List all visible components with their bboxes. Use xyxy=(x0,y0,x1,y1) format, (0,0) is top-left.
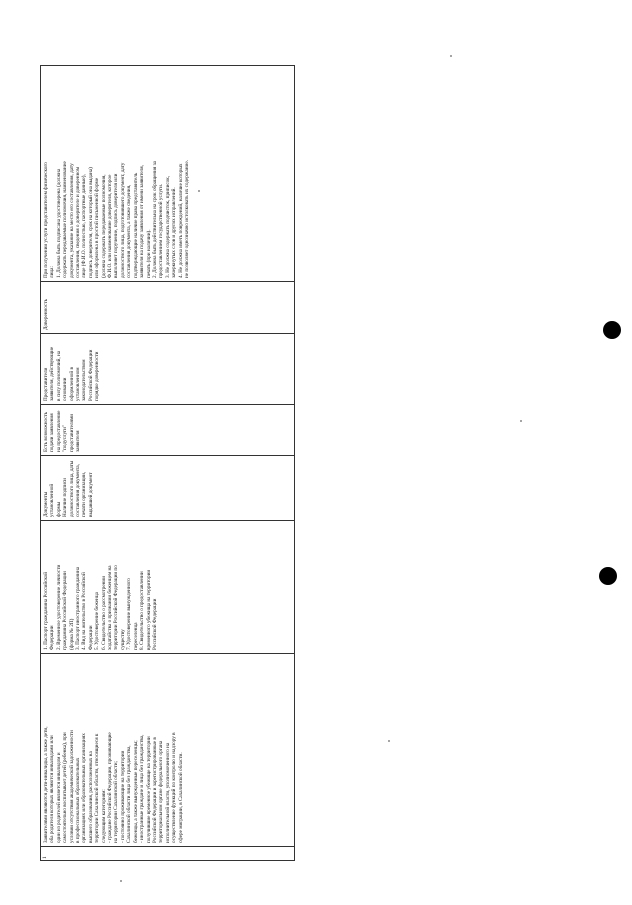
applicants-line: Российской Федерации и зарегистрированные в xyxy=(151,737,158,843)
representative-possibility-line: "подуслуги" xyxy=(62,424,69,452)
authority-requirements-line: содержать передаваемые полномочия, наименование xyxy=(62,161,69,278)
applicants-line: - граждане Российской Федерации, проживающие xyxy=(107,732,114,843)
representatives-line: оформленной в xyxy=(68,367,75,401)
applicants-line: высшего образования, расположенных на xyxy=(87,751,94,843)
authority-requirements-line: подпись доверителя, срок на который она выдана) xyxy=(87,167,94,278)
applicants-line: беженцы, а также вынужденные переселенцы; xyxy=(132,740,139,843)
representatives-line: законодательством xyxy=(81,359,88,401)
representative-possibility-cell xyxy=(41,405,295,456)
applicants-line: организациях или образовательных организациях xyxy=(81,733,88,843)
authority-requirements-line: печать (при наличии). xyxy=(145,229,152,278)
authority-requirements-line: заявителя на подачу заявления от имени заявителя, xyxy=(139,165,146,278)
binder-hole-bottom xyxy=(599,567,617,585)
documents-line: гражданина Российской Федерации xyxy=(62,571,69,650)
scan-speck xyxy=(520,420,522,422)
scan-speck xyxy=(198,190,200,192)
applicants-line: осуществление функций по контролю и надзору в xyxy=(171,732,178,843)
documents-line: Федерации xyxy=(87,625,94,650)
applicants-line: получившие временное убежище на территории xyxy=(145,736,152,843)
documents-line: временного убежища на территории xyxy=(145,569,152,650)
representatives-line: основании xyxy=(62,377,69,401)
documents-line: 4. Вид на жительство в Российской xyxy=(81,572,88,650)
authority-document-cell xyxy=(41,282,295,334)
requirements-table xyxy=(40,65,295,861)
applicants-line: условии отсутствия академической задолженности xyxy=(68,730,75,843)
authority-requirements-line: При получении услуги представителем физического xyxy=(43,162,49,278)
scan-speck xyxy=(120,880,122,882)
authority-requirements-cell xyxy=(41,66,295,282)
scan-speck xyxy=(450,55,452,57)
requirements-line: Наличие подписи xyxy=(62,478,69,517)
requirements-line: Документы установленной xyxy=(43,483,56,517)
applicants-line: территориальном органе федерального органа xyxy=(158,740,165,843)
representatives-line: заявителя, действующие xyxy=(49,346,56,401)
documents-line: 2. Временное удостоверение личности xyxy=(55,564,62,650)
authority-requirements-line: выполняет поручение, подпись доверителя или xyxy=(113,173,120,278)
applicants-line: в профессиональных образовательных xyxy=(75,757,82,843)
documents-line: территории Российской Федерации по xyxy=(113,565,120,650)
documents-line: 5. Удостоверение беженца xyxy=(94,592,101,650)
requirements-line: должностного лица, даты xyxy=(68,460,75,517)
applicants-line: Сахалинской области лица без гражданства, xyxy=(126,745,133,843)
representatives-line: установленном xyxy=(75,367,82,401)
authority-requirements-line: документа, указание на место его составления, дату xyxy=(68,163,75,278)
authority-requirements-line: 4. Не должна иметь повреждений, наличие которых xyxy=(177,163,184,278)
authority-requirements-line: не позволяет однозначно истолковать их содержание. xyxy=(183,160,190,278)
authority-requirements-line: 1. Должна быть подписана удостоверена (должна xyxy=(55,168,62,278)
documents-line: 7. Удостоверение вынужденного xyxy=(126,578,133,650)
documents-line: переселенца xyxy=(132,622,139,650)
documents-cell xyxy=(41,521,295,654)
applicants-line: - иностранные граждане и лица без гражданства, xyxy=(139,734,146,843)
row-number-cell xyxy=(41,847,295,861)
authority-requirements-line: лице (Ф.И.О. полностью, паспортные данные), xyxy=(81,174,88,278)
applicants-line: один из родителей является инвалидом и xyxy=(55,752,62,843)
applicants-line: Заявителями являются дети-инвалиды, а также дети, xyxy=(43,726,49,843)
documents-line: Российской Федерации xyxy=(151,598,158,650)
authority-requirements-line: предоставлением государственной услуги. xyxy=(158,183,165,278)
representatives-cell xyxy=(41,334,295,405)
representative-possibility-line: на предоставление xyxy=(55,410,62,452)
table-row xyxy=(41,66,295,861)
documents-line: (форма № 2П) xyxy=(68,618,75,650)
applicants-cell xyxy=(41,654,295,847)
rotated-table-wrapper xyxy=(40,66,295,861)
authority-requirements-line: должностного лица, подготовившего документ, дату xyxy=(119,162,126,278)
documents-line: Федерации xyxy=(49,625,56,650)
applicants-line: территории Сахалинской области, относящиеся к xyxy=(94,733,101,843)
representatives-line: в силу полномочий, на xyxy=(55,350,62,401)
representative-possibility-line: подачи заявления xyxy=(49,413,56,452)
authority-requirements-line: лица: xyxy=(49,266,56,278)
applicants-line: оба родителя которых являются инвалидами или xyxy=(49,735,56,843)
representative-possibility-line: представителями xyxy=(68,413,75,452)
requirements-line: печати организации, xyxy=(81,471,88,517)
representative-possibility-line: Есть возможность xyxy=(43,411,49,452)
authority-requirements-line: составления, сведения о доверителе и доверенном xyxy=(75,166,82,278)
documents-line: 8. Свидетельство о предоставлении xyxy=(139,571,146,650)
representatives-line: Представители xyxy=(43,367,49,401)
applicants-line: сфере миграции, в Сахалинской области. xyxy=(177,752,184,843)
binder-hole-top xyxy=(603,321,621,339)
applicants-line: следующим категориям: xyxy=(100,789,107,843)
requirements-line: формы xyxy=(55,501,62,517)
authority-requirements-line: зачеркнутых слов и других исправлений. xyxy=(171,187,178,278)
applicants-line: на территории Сахалинской области; xyxy=(113,761,120,843)
requirements-line: выдавшей документ xyxy=(87,472,94,517)
documents-line: 1. Паспорт гражданина Российской xyxy=(43,571,49,650)
representatives-line: порядке доверенности xyxy=(94,351,101,401)
authority-requirements-line: Ф.И.О. или наименование доверителя, которое xyxy=(107,174,114,278)
authority-requirements-line: подтверждающие наличие права представитель xyxy=(132,172,139,278)
authority-requirements-line: или оформлена в простой письменной форме xyxy=(94,177,101,278)
documents-line: ходатайства о признании беженцем на xyxy=(107,565,114,650)
applicants-line: - постоянно проживающие на территории xyxy=(119,750,126,843)
requirements-line: составления документа, xyxy=(75,464,82,517)
authority-requirements-line: (должна содержать передаваемые полномочия, xyxy=(100,174,107,278)
authority-requirements-line: 2. Должна быть действительна на срок обращения за xyxy=(151,161,158,278)
representative-possibility-line: заявителя xyxy=(75,430,82,452)
authority-requirements-line: 3. Не должна содержать подчисток, приписок, xyxy=(164,175,171,278)
row-number: 1 xyxy=(42,856,48,859)
scan-speck xyxy=(388,740,390,742)
applicants-line: исполнительной власти, уполномоченного на xyxy=(164,742,171,843)
authority-requirements-line: составления документа, а также сведения, xyxy=(126,184,133,278)
representatives-line: Российской Федерации xyxy=(87,349,94,401)
requirements-cell xyxy=(41,456,295,521)
documents-line: 6. Свидетельство о рассмотрении xyxy=(100,576,107,650)
documents-line: существу xyxy=(119,629,126,650)
documents-line: 3. Паспорт иностранного гражданина xyxy=(75,566,82,650)
applicants-line: самостоятельно воспитывает детей (ребенка), при xyxy=(62,732,69,843)
authority-document: Доверенность xyxy=(43,299,49,330)
